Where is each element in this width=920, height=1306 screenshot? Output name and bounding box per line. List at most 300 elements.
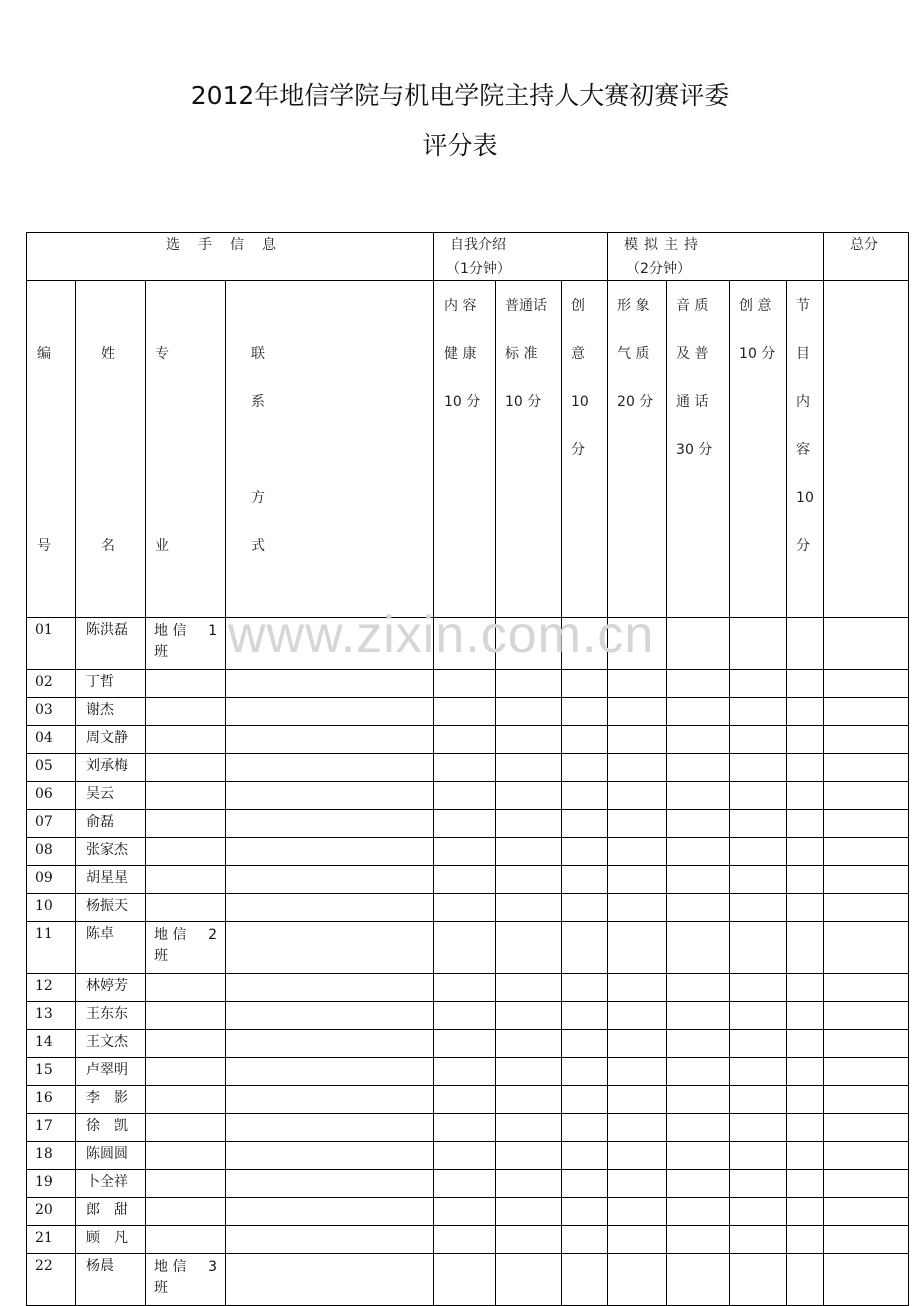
row-program-score[interactable] — [787, 1254, 824, 1306]
row-major: 地 信 2 班 — [146, 922, 226, 974]
row-mandarin-score[interactable] — [496, 698, 562, 726]
table-row — [27, 810, 909, 838]
row-creative-score[interactable] — [562, 1030, 608, 1058]
row-major — [146, 974, 226, 1002]
col-voice: 音 质 及 普 通 话 30 分 — [667, 281, 730, 618]
row-creative2-score[interactable] — [730, 618, 787, 670]
row-name: 陈洪磊 — [76, 618, 146, 670]
row-major — [146, 866, 226, 894]
row-name: 林婷芳 — [76, 974, 146, 1002]
row-total-score[interactable] — [824, 1198, 909, 1226]
table-row — [27, 894, 909, 922]
section-mock-host: 模拟主持 （2分钟） — [608, 233, 824, 281]
row-mandarin-score[interactable] — [496, 1002, 562, 1030]
row-total-score[interactable] — [824, 1030, 909, 1058]
row-creative2-score[interactable] — [730, 1198, 787, 1226]
row-program-score[interactable] — [787, 810, 824, 838]
row-image-score[interactable] — [608, 726, 667, 754]
row-contact[interactable] — [226, 726, 434, 754]
col-num: 编 号 — [27, 281, 76, 618]
row-name: 徐 凯 — [76, 1114, 146, 1142]
table-row — [27, 1254, 909, 1306]
row-voice-score[interactable] — [667, 726, 730, 754]
row-creative2-score[interactable] — [730, 974, 787, 1002]
row-contact[interactable] — [226, 782, 434, 810]
row-name: 吴云 — [76, 782, 146, 810]
row-creative2-score[interactable] — [730, 894, 787, 922]
row-creative2-score[interactable] — [730, 1170, 787, 1198]
row-creative2-score[interactable] — [730, 1030, 787, 1058]
row-content-score[interactable] — [434, 1002, 496, 1030]
row-program-score[interactable] — [787, 1170, 824, 1198]
table-row — [27, 922, 909, 974]
row-voice-score[interactable] — [667, 1002, 730, 1030]
row-mandarin-score[interactable] — [496, 754, 562, 782]
row-creative-score[interactable] — [562, 1254, 608, 1306]
row-name: 卜全祥 — [76, 1170, 146, 1198]
row-contact[interactable] — [226, 670, 434, 698]
row-image-score[interactable] — [608, 782, 667, 810]
row-voice-score[interactable] — [667, 838, 730, 866]
row-image-score[interactable] — [608, 1030, 667, 1058]
row-total-score[interactable] — [824, 618, 909, 670]
row-creative-score[interactable] — [562, 726, 608, 754]
row-major — [146, 838, 226, 866]
row-creative2-score[interactable] — [730, 1114, 787, 1142]
row-contact[interactable] — [226, 698, 434, 726]
row-name: 周文静 — [76, 726, 146, 754]
row-total-score[interactable] — [824, 1254, 909, 1306]
row-name: 卢翠明 — [76, 1058, 146, 1086]
column-header-row — [27, 281, 909, 618]
row-image-score[interactable] — [608, 1142, 667, 1170]
row-total-score[interactable] — [824, 810, 909, 838]
row-creative2-score[interactable] — [730, 670, 787, 698]
row-voice-score[interactable] — [667, 1030, 730, 1058]
row-program-score[interactable] — [787, 1086, 824, 1114]
row-mandarin-score[interactable] — [496, 1170, 562, 1198]
row-image-score[interactable] — [608, 1226, 667, 1254]
row-creative2-score[interactable] — [730, 1086, 787, 1114]
row-mandarin-score[interactable] — [496, 1058, 562, 1086]
row-contact[interactable] — [226, 810, 434, 838]
row-num: 10 — [27, 894, 76, 922]
row-mandarin-score[interactable] — [496, 922, 562, 974]
col-content: 内 容 健 康 10 分 — [434, 281, 496, 618]
row-major: 地 信 1 班 — [146, 618, 226, 670]
row-creative2-score[interactable] — [730, 726, 787, 754]
row-content-score[interactable] — [434, 1254, 496, 1306]
section-header-row — [27, 233, 909, 281]
row-voice-score[interactable] — [667, 698, 730, 726]
row-content-score[interactable] — [434, 1086, 496, 1114]
col-contact: 联 系 方 式 — [226, 281, 434, 618]
row-image-score[interactable] — [608, 1114, 667, 1142]
row-total-score[interactable] — [824, 866, 909, 894]
row-voice-score[interactable] — [667, 1198, 730, 1226]
row-content-score[interactable] — [434, 670, 496, 698]
row-program-score[interactable] — [787, 1142, 824, 1170]
row-content-score[interactable] — [434, 1170, 496, 1198]
row-creative-score[interactable] — [562, 1086, 608, 1114]
row-creative-score[interactable] — [562, 866, 608, 894]
score-table — [26, 232, 909, 1306]
row-image-score[interactable] — [608, 1086, 667, 1114]
row-total-score[interactable] — [824, 1114, 909, 1142]
row-creative2-score[interactable] — [730, 1002, 787, 1030]
page-title: 2012年地信学院与机电学院主持人大赛初赛评委 — [190, 81, 730, 110]
row-program-score[interactable] — [787, 698, 824, 726]
col-total — [824, 281, 909, 618]
row-total-score[interactable] — [824, 974, 909, 1002]
row-creative2-score[interactable] — [730, 1058, 787, 1086]
row-content-score[interactable] — [434, 782, 496, 810]
row-contact[interactable] — [226, 922, 434, 974]
row-voice-score[interactable] — [667, 974, 730, 1002]
row-creative2-score[interactable] — [730, 1254, 787, 1306]
row-voice-score[interactable] — [667, 782, 730, 810]
row-contact[interactable] — [226, 754, 434, 782]
row-image-score[interactable] — [608, 670, 667, 698]
row-program-score[interactable] — [787, 974, 824, 1002]
row-num: 09 — [27, 866, 76, 894]
row-mandarin-score[interactable] — [496, 726, 562, 754]
table-row — [27, 1114, 909, 1142]
row-voice-score[interactable] — [667, 1114, 730, 1142]
table-row — [27, 1058, 909, 1086]
row-name: 王文杰 — [76, 1030, 146, 1058]
col-image: 形 象 气 质 20 分 — [608, 281, 667, 618]
row-major — [146, 698, 226, 726]
row-creative-score[interactable] — [562, 782, 608, 810]
row-content-score[interactable] — [434, 1058, 496, 1086]
table-row — [27, 1142, 909, 1170]
row-total-score[interactable] — [824, 838, 909, 866]
row-program-score[interactable] — [787, 618, 824, 670]
row-image-score[interactable] — [608, 1058, 667, 1086]
row-total-score[interactable] — [824, 1142, 909, 1170]
row-name: 刘承梅 — [76, 754, 146, 782]
row-name: 张家杰 — [76, 838, 146, 866]
row-num: 07 — [27, 810, 76, 838]
row-contact[interactable] — [226, 974, 434, 1002]
row-name: 丁哲 — [76, 670, 146, 698]
row-program-score[interactable] — [787, 754, 824, 782]
row-creative-score[interactable] — [562, 670, 608, 698]
row-voice-score[interactable] — [667, 1170, 730, 1198]
row-num: 01 — [27, 618, 76, 670]
row-program-score[interactable] — [787, 1058, 824, 1086]
row-mandarin-score[interactable] — [496, 866, 562, 894]
row-contact[interactable] — [226, 838, 434, 866]
row-content-score[interactable] — [434, 974, 496, 1002]
row-mandarin-score[interactable] — [496, 838, 562, 866]
row-num: 22 — [27, 1254, 76, 1306]
row-creative-score[interactable] — [562, 698, 608, 726]
row-creative-score[interactable] — [562, 894, 608, 922]
row-total-score[interactable] — [824, 726, 909, 754]
row-image-score[interactable] — [608, 1254, 667, 1306]
row-creative-score[interactable] — [562, 1198, 608, 1226]
row-total-score[interactable] — [824, 754, 909, 782]
row-program-score[interactable] — [787, 1198, 824, 1226]
row-num: 20 — [27, 1198, 76, 1226]
row-image-score[interactable] — [608, 1198, 667, 1226]
row-voice-score[interactable] — [667, 1226, 730, 1254]
row-image-score[interactable] — [608, 922, 667, 974]
row-major — [146, 1114, 226, 1142]
table-row — [27, 1170, 909, 1198]
col-name: 姓 名 — [76, 281, 146, 618]
row-total-score[interactable] — [824, 1170, 909, 1198]
row-num: 11 — [27, 922, 76, 974]
row-total-score[interactable] — [824, 1058, 909, 1086]
row-content-score[interactable] — [434, 1142, 496, 1170]
row-program-score[interactable] — [787, 922, 824, 974]
row-voice-score[interactable] — [667, 1086, 730, 1114]
row-creative-score[interactable] — [562, 1114, 608, 1142]
row-content-score[interactable] — [434, 922, 496, 974]
row-voice-score[interactable] — [667, 1142, 730, 1170]
row-content-score[interactable] — [434, 698, 496, 726]
row-image-score[interactable] — [608, 754, 667, 782]
row-num: 12 — [27, 974, 76, 1002]
row-program-score[interactable] — [787, 1030, 824, 1058]
row-major — [146, 1170, 226, 1198]
row-creative-score[interactable] — [562, 754, 608, 782]
row-creative2-score[interactable] — [730, 922, 787, 974]
row-program-score[interactable] — [787, 1002, 824, 1030]
row-total-score[interactable] — [824, 1226, 909, 1254]
row-voice-score[interactable] — [667, 894, 730, 922]
row-voice-score[interactable] — [667, 922, 730, 974]
row-creative2-score[interactable] — [730, 1142, 787, 1170]
row-content-score[interactable] — [434, 810, 496, 838]
row-num: 02 — [27, 670, 76, 698]
row-creative2-score[interactable] — [730, 838, 787, 866]
table-row — [27, 1198, 909, 1226]
row-mandarin-score[interactable] — [496, 810, 562, 838]
table-row — [27, 1226, 909, 1254]
col-mandarin: 普通话 标 准 10 分 — [496, 281, 562, 618]
row-major — [146, 670, 226, 698]
row-content-score[interactable] — [434, 894, 496, 922]
row-num: 16 — [27, 1086, 76, 1114]
table-row — [27, 754, 909, 782]
row-image-score[interactable] — [608, 618, 667, 670]
row-mandarin-score[interactable] — [496, 670, 562, 698]
table-row — [27, 726, 909, 754]
row-creative-score[interactable] — [562, 1002, 608, 1030]
row-mandarin-score[interactable] — [496, 1198, 562, 1226]
row-name: 胡星星 — [76, 866, 146, 894]
row-total-score[interactable] — [824, 1002, 909, 1030]
col-major: 专 业 — [146, 281, 226, 618]
row-contact[interactable] — [226, 1226, 434, 1254]
row-name: 俞磊 — [76, 810, 146, 838]
row-program-score[interactable] — [787, 1114, 824, 1142]
row-major — [146, 810, 226, 838]
row-contact[interactable] — [226, 618, 434, 670]
row-contact[interactable] — [226, 1170, 434, 1198]
watermark: www.zixin.com.cn — [228, 606, 655, 664]
row-contact[interactable] — [226, 866, 434, 894]
row-voice-score[interactable] — [667, 670, 730, 698]
row-mandarin-score[interactable] — [496, 1142, 562, 1170]
row-num: 18 — [27, 1142, 76, 1170]
row-total-score[interactable] — [824, 894, 909, 922]
row-content-score[interactable] — [434, 1030, 496, 1058]
row-content-score[interactable] — [434, 754, 496, 782]
row-creative-score[interactable] — [562, 1058, 608, 1086]
row-image-score[interactable] — [608, 1170, 667, 1198]
row-num: 17 — [27, 1114, 76, 1142]
table-row — [27, 1002, 909, 1030]
row-major — [146, 1142, 226, 1170]
col-creative-2: 创 意 10 分 — [730, 281, 787, 618]
row-content-score[interactable] — [434, 1198, 496, 1226]
row-major — [146, 726, 226, 754]
row-major — [146, 1002, 226, 1030]
row-major — [146, 782, 226, 810]
row-contact[interactable] — [226, 1086, 434, 1114]
row-mandarin-score[interactable] — [496, 1254, 562, 1306]
row-major — [146, 1226, 226, 1254]
row-creative2-score[interactable] — [730, 782, 787, 810]
row-contact[interactable] — [226, 1058, 434, 1086]
table-row — [27, 1030, 909, 1058]
row-major: 地 信 3 班 — [146, 1254, 226, 1306]
row-image-score[interactable] — [608, 866, 667, 894]
page-subtitle: 评分表 — [422, 131, 498, 160]
row-total-score[interactable] — [824, 1086, 909, 1114]
row-major — [146, 1198, 226, 1226]
row-creative2-score[interactable] — [730, 866, 787, 894]
row-major — [146, 1030, 226, 1058]
row-num: 05 — [27, 754, 76, 782]
row-creative2-score[interactable] — [730, 810, 787, 838]
table-row — [27, 618, 909, 670]
row-name: 杨晨 — [76, 1254, 146, 1306]
row-mandarin-score[interactable] — [496, 782, 562, 810]
row-num: 13 — [27, 1002, 76, 1030]
row-content-score[interactable] — [434, 1114, 496, 1142]
row-major — [146, 754, 226, 782]
section-self-intro: 自我介绍 （1分钟） — [434, 233, 608, 281]
row-contact[interactable] — [226, 894, 434, 922]
row-program-score[interactable] — [787, 726, 824, 754]
row-name: 郎 甜 — [76, 1198, 146, 1226]
row-creative-score[interactable] — [562, 618, 608, 670]
row-contact[interactable] — [226, 1114, 434, 1142]
row-program-score[interactable] — [787, 866, 824, 894]
row-creative-score[interactable] — [562, 1170, 608, 1198]
row-major — [146, 894, 226, 922]
row-program-score[interactable] — [787, 838, 824, 866]
row-total-score[interactable] — [824, 782, 909, 810]
row-major — [146, 1058, 226, 1086]
row-image-score[interactable] — [608, 974, 667, 1002]
row-image-score[interactable] — [608, 810, 667, 838]
row-mandarin-score[interactable] — [496, 1226, 562, 1254]
row-content-score[interactable] — [434, 838, 496, 866]
row-mandarin-score[interactable] — [496, 894, 562, 922]
row-creative-score[interactable] — [562, 922, 608, 974]
row-mandarin-score[interactable] — [496, 618, 562, 670]
row-creative-score[interactable] — [562, 810, 608, 838]
row-total-score[interactable] — [824, 698, 909, 726]
row-contact[interactable] — [226, 1142, 434, 1170]
row-program-score[interactable] — [787, 782, 824, 810]
row-total-score[interactable] — [824, 670, 909, 698]
row-num: 14 — [27, 1030, 76, 1058]
row-image-score[interactable] — [608, 838, 667, 866]
row-name: 谢杰 — [76, 698, 146, 726]
section-total: 总分 — [824, 233, 909, 281]
row-mandarin-score[interactable] — [496, 1114, 562, 1142]
table-row — [27, 782, 909, 810]
row-content-score[interactable] — [434, 618, 496, 670]
row-creative-score[interactable] — [562, 1226, 608, 1254]
row-voice-score[interactable] — [667, 618, 730, 670]
row-num: 04 — [27, 726, 76, 754]
row-num: 03 — [27, 698, 76, 726]
row-mandarin-score[interactable] — [496, 1086, 562, 1114]
row-creative-score[interactable] — [562, 838, 608, 866]
row-creative2-score[interactable] — [730, 698, 787, 726]
table-row — [27, 1086, 909, 1114]
row-voice-score[interactable] — [667, 754, 730, 782]
row-voice-score[interactable] — [667, 1254, 730, 1306]
row-contact[interactable] — [226, 1254, 434, 1306]
row-mandarin-score[interactable] — [496, 974, 562, 1002]
row-program-score[interactable] — [787, 670, 824, 698]
row-image-score[interactable] — [608, 894, 667, 922]
row-voice-score[interactable] — [667, 866, 730, 894]
row-content-score[interactable] — [434, 726, 496, 754]
row-program-score[interactable] — [787, 894, 824, 922]
row-contact[interactable] — [226, 1198, 434, 1226]
row-name: 陈圆圆 — [76, 1142, 146, 1170]
row-voice-score[interactable] — [667, 810, 730, 838]
row-program-score[interactable] — [787, 1226, 824, 1254]
row-name: 杨振天 — [76, 894, 146, 922]
row-image-score[interactable] — [608, 1002, 667, 1030]
row-content-score[interactable] — [434, 866, 496, 894]
row-contact[interactable] — [226, 1030, 434, 1058]
row-name: 王东东 — [76, 1002, 146, 1030]
table-row — [27, 698, 909, 726]
row-contact[interactable] — [226, 1002, 434, 1030]
section-player-info: 选手信息 — [27, 233, 434, 281]
row-creative-score[interactable] — [562, 974, 608, 1002]
row-total-score[interactable] — [824, 922, 909, 974]
table-row — [27, 866, 909, 894]
row-name: 顾 凡 — [76, 1226, 146, 1254]
row-creative2-score[interactable] — [730, 754, 787, 782]
row-name: 陈卓 — [76, 922, 146, 974]
table-row — [27, 838, 909, 866]
row-num: 15 — [27, 1058, 76, 1086]
row-image-score[interactable] — [608, 698, 667, 726]
row-mandarin-score[interactable] — [496, 1030, 562, 1058]
row-voice-score[interactable] — [667, 1058, 730, 1086]
row-content-score[interactable] — [434, 1226, 496, 1254]
table-row — [27, 670, 909, 698]
row-creative2-score[interactable] — [730, 1226, 787, 1254]
row-num: 21 — [27, 1226, 76, 1254]
row-creative-score[interactable] — [562, 1142, 608, 1170]
